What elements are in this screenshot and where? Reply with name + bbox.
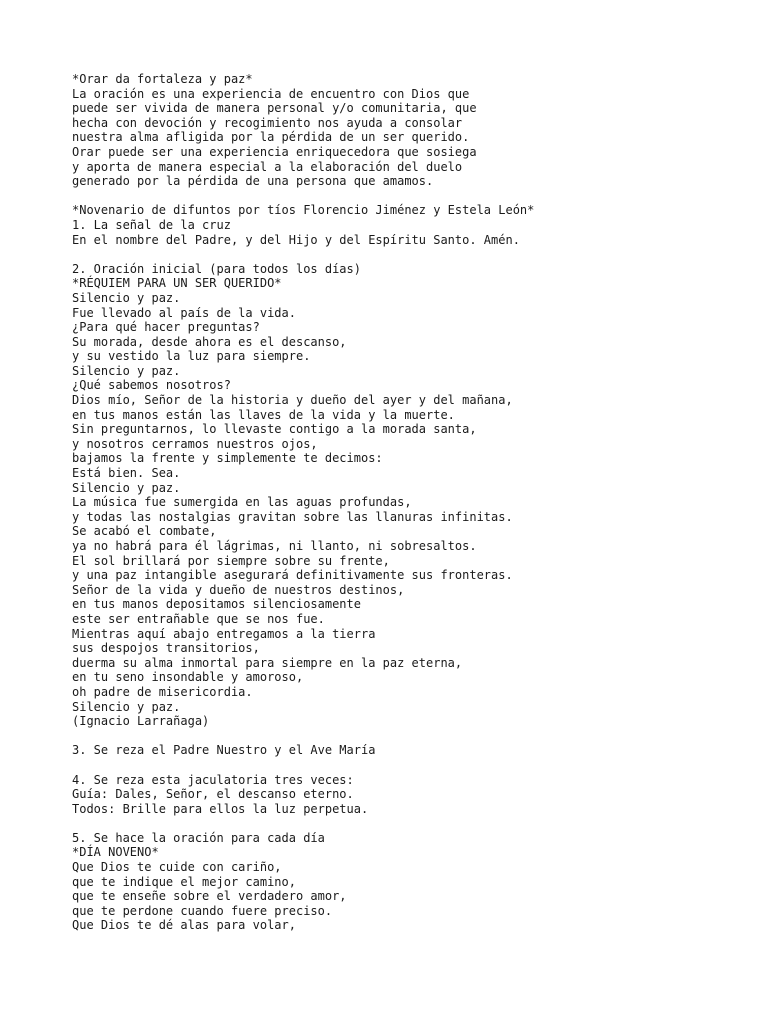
text-line: generado por la pérdida de una persona que amamos. (72, 174, 434, 189)
text-line: Silencio y paz. (72, 290, 181, 305)
text-line: Mientras aquí abajo entregamos a la tierra (72, 626, 376, 641)
paragraph-gap (72, 758, 732, 773)
text-line: 1. La señal de la cruz (72, 217, 231, 232)
text-line: La música fue sumergida en las aguas profundas, (72, 495, 412, 510)
text-line: 3. Se reza el Padre Nuestro y el Ave María (72, 743, 376, 758)
text-line: Se acabó el combate, (72, 524, 217, 539)
text-line: (Ignacio Larrañaga) (72, 714, 210, 729)
text-line: y nosotros cerramos nuestros ojos, (72, 436, 318, 451)
text-line: sus despojos transitorios, (72, 641, 260, 656)
text-line: La oración es una experiencia de encuentro con Dios que (72, 86, 470, 101)
text-line: 4. Se reza esta jaculatoria tres veces: (72, 772, 354, 787)
text-line: 5. Se hace la oración para cada día (72, 830, 325, 845)
text-line: ¿Qué sabemos nosotros? (72, 378, 231, 393)
paragraph-gap (72, 247, 732, 262)
text-line: Su morada, desde ahora es el descanso, (72, 334, 347, 349)
text-line: nuestra alma afligida por la pérdida de un ser querido. (72, 130, 470, 145)
text-line: Está bien. Sea. (72, 466, 181, 481)
text-line: que te perdone cuando fuere preciso. (72, 903, 333, 918)
text-line: Orar puede ser una experiencia enriquecedora que sosiega (72, 144, 477, 159)
text-line: Que Dios te cuide con cariño, (72, 860, 282, 875)
text-line: 2. Oración inicial (para todos los días) (72, 261, 361, 276)
text-line: Silencio y paz. (72, 363, 181, 378)
text-line: y su vestido la luz para siempre. (72, 349, 311, 364)
text-line: ¿Para qué hacer preguntas? (72, 320, 260, 335)
text-line: Señor de la vida y dueño de nuestros destinos, (72, 582, 405, 597)
text-line: *Orar da fortaleza y paz* (72, 72, 253, 86)
text-line: en tu seno insondable y amoroso, (72, 670, 304, 685)
text-line: *RÉQUIEM PARA UN SER QUERIDO* (72, 276, 282, 291)
text-line: que te indique el mejor camino, (72, 874, 296, 889)
text-line: y todas las nostalgias gravitan sobre las llanuras infinitas. (72, 509, 513, 524)
text-line: en tus manos están las llaves de la vida y la muerte. (72, 407, 455, 422)
text-line: y una paz intangible asegurará definitivamente sus fronteras. (72, 568, 513, 583)
text-line: que te enseñe sobre el verdadero amor, (72, 889, 347, 904)
text-line: *DÍA NOVENO* (72, 845, 159, 860)
text-line: Que Dios te dé alas para volar, (72, 918, 296, 933)
text-line: En el nombre del Padre, y del Hijo y del Espíritu Santo. Amén. (72, 232, 520, 247)
text-line: en tus manos depositamos silenciosamente (72, 597, 361, 612)
text-line: El sol brillará por siempre sobre su frente, (72, 553, 390, 568)
paragraph-gap (72, 189, 732, 204)
paragraph-gap (72, 729, 732, 744)
document-text (72, 72, 732, 933)
text-line: y aporta de manera especial a la elaboración del duelo (72, 159, 463, 174)
text-line: este ser entrañable que se nos fue. (72, 611, 325, 626)
text-line: Silencio y paz. (72, 699, 181, 714)
text-line: Fue llevado al país de la vida. (72, 305, 296, 320)
text-line: duerma su alma inmortal para siempre en la paz eterna, (72, 655, 463, 670)
text-line: Guía: Dales, Señor, el descanso eterno. (72, 787, 354, 802)
text-line: Silencio y paz. (72, 480, 181, 495)
paragraph-gap (72, 816, 732, 831)
text-line: bajamos la frente y simplemente te decimos: (72, 451, 383, 466)
text-line: Todos: Brille para ellos la luz perpetua. (72, 801, 369, 816)
text-line: ya no habrá para él lágrimas, ni llanto, ni sobresaltos. (72, 539, 477, 553)
text-line: *Novenario de difuntos por tíos Florencio Jiménez y Estela León* (72, 203, 535, 218)
text-line: Dios mío, Señor de la historia y dueño del ayer y del mañana, (72, 393, 513, 408)
text-line: puede ser vivida de manera personal y/o comunitaria, que (72, 101, 477, 116)
text-line: oh padre de misericordia. (72, 684, 253, 699)
text-line: Sin preguntarnos, lo llevaste contigo a la morada santa, (72, 422, 477, 437)
text-line: hecha con devoción y recogimiento nos ayuda a consolar (72, 115, 463, 130)
